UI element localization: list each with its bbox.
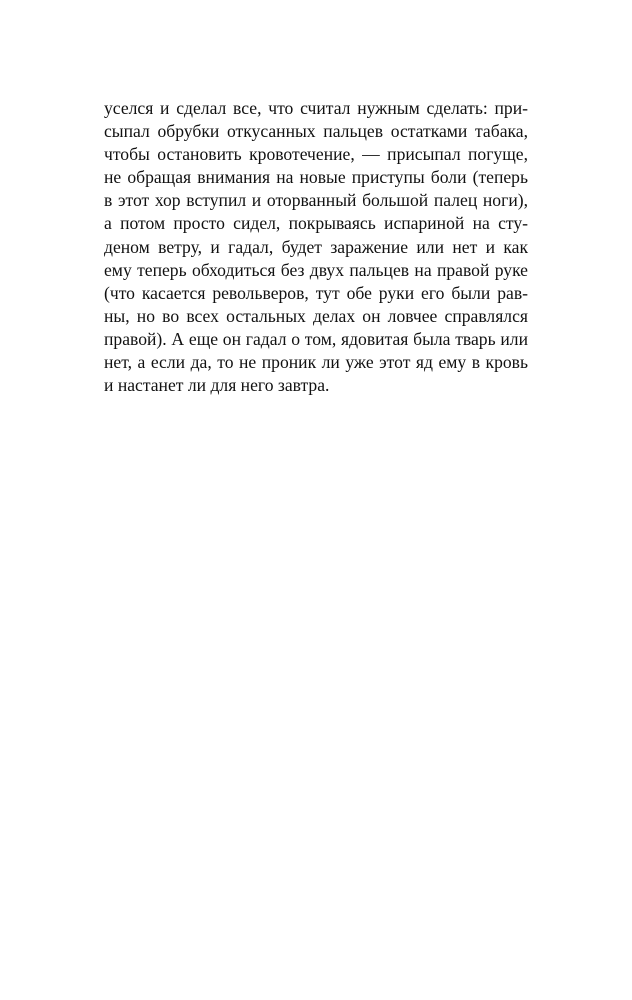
text-line: нет, а если да, то не проник ли уже этот яд ему в кровь (104, 352, 528, 373)
text-line: ны, но во всех остальных делах он ловчее справлялся (104, 305, 528, 326)
text-line: ему теперь обходиться без двух пальцев на правой руке (104, 259, 528, 280)
text-line: а потом просто сидел, покрываясь испариной на сту- (104, 213, 528, 234)
text-line: правой). А еще он гадал о том, ядовитая была тварь или (104, 328, 528, 349)
text-line: (что касается револьверов, тут обе руки его были рав- (104, 282, 528, 303)
text-line: чтобы остановить кровотечение, — присыпал погуще, (104, 144, 528, 165)
text-line: не обращая внимания на новые приступы боли (теперь (104, 167, 528, 188)
text-line-last: и настанет ли для него завтра. (104, 375, 330, 396)
text-line: сыпал обрубки откусанных пальцев остатками табака, (104, 121, 528, 142)
text-line: деном ветру, и гадал, будет заражение или нет и как (104, 236, 528, 257)
text-line: в этот хор вступил и оторванный большой палец ноги), (104, 190, 528, 211)
body-paragraph (104, 97, 528, 397)
text-line: уселся и сделал все, что считал нужным сделать: при- (104, 98, 528, 118)
